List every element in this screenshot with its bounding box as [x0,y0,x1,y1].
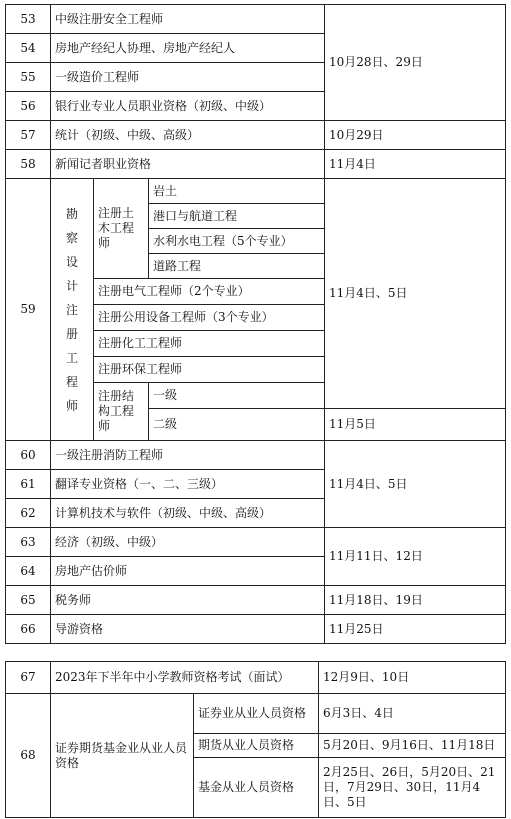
category-char: 勘 [65,206,78,221]
table-row [6,662,506,694]
row-number: 68 [6,694,51,818]
row-number: 67 [6,662,51,694]
exam-sub-item: 注册公用设备工程师（3个专业） [94,305,325,331]
row-number: 54 [6,34,51,63]
row-number: 61 [6,470,51,499]
exam-sub-item: 港口与航道工程 [149,204,325,229]
exam-date: 5月20日、9月16日、11月18日 [319,734,506,758]
row-number: 65 [6,586,51,615]
table-row [6,150,506,179]
table-row [6,586,506,615]
exam-item: 中级注册安全工程师 [51,5,325,34]
exam-item: 房地产估价师 [51,557,325,586]
exam-item: 证券期货基金业从业人员资格 [51,694,194,818]
exam-item: 税务师 [51,586,325,615]
table-row [6,528,506,557]
exam-sub-item: 期货从业人员资格 [194,734,319,758]
exam-sub-item: 证券业从业人员资格 [194,694,319,734]
table-row [6,615,506,644]
exam-date: 11月25日 [325,615,506,644]
exam-sub-item: 水利水电工程（5个专业） [149,229,325,254]
exam-sub-item: 二级 [149,409,325,441]
table-row [6,179,506,204]
row-number: 55 [6,63,51,92]
exam-item: 房地产经纪人协理、房地产经纪人 [51,34,325,63]
structural-engineer-group: 注册结构工程师 [94,383,149,441]
exam-sub-item: 一级 [149,383,325,409]
exam-sub-item: 道路工程 [149,254,325,279]
row-number: 66 [6,615,51,644]
exam-date: 10月29日 [325,121,506,150]
category-char: 设 [65,254,78,269]
exam-item: 一级造价工程师 [51,63,325,92]
category-char: 工 [65,350,78,365]
row-number: 58 [6,150,51,179]
exam-date: 2月25日、26日，5月20日、21日，7月29日、30日，11月4日、5日 [319,758,506,818]
row-number: 56 [6,92,51,121]
row-number: 62 [6,499,51,528]
exam-schedule-table-2 [5,661,506,818]
exam-item: 2023年下半年中小学教师资格考试（面试） [51,662,319,694]
exam-sub-item: 注册电气工程师（2个专业） [94,279,325,305]
exam-item: 新闻记者职业资格 [51,150,325,179]
exam-schedule-table-1 [5,4,506,644]
row-number: 60 [6,441,51,470]
exam-date: 11月4日、5日 [325,179,506,409]
category-vertical-label [51,179,94,441]
category-text [51,202,93,418]
exam-date: 11月18日、19日 [325,586,506,615]
category-char: 师 [65,398,78,413]
exam-date: 11月11日、12日 [325,528,506,586]
category-char: 察 [65,230,78,245]
exam-date: 6月3日、4日 [319,694,506,734]
table-row [6,5,506,34]
row-number: 53 [6,5,51,34]
table-row [6,694,506,734]
exam-sub-item: 注册环保工程师 [94,357,325,383]
exam-date: 11月4日 [325,150,506,179]
exam-item: 计算机技术与软件（初级、中级、高级） [51,499,325,528]
row-number: 64 [6,557,51,586]
exam-item: 统计（初级、中级、高级） [51,121,325,150]
table-row [6,441,506,470]
row-number: 57 [6,121,51,150]
category-char: 注 [65,302,78,317]
exam-date: 11月5日 [325,409,506,441]
exam-item: 经济（初级、中级） [51,528,325,557]
exam-item: 银行业专业人员职业资格（初级、中级） [51,92,325,121]
exam-item: 翻译专业资格（一、二、三级） [51,470,325,499]
exam-date: 12月9日、10日 [319,662,506,694]
exam-item: 导游资格 [51,615,325,644]
exam-sub-item: 注册化工工程师 [94,331,325,357]
exam-date: 10月28日、29日 [325,5,506,121]
exam-date: 11月4日、5日 [325,441,506,528]
row-number: 63 [6,528,51,557]
exam-item: 一级注册消防工程师 [51,441,325,470]
row-number: 59 [6,179,51,441]
category-char: 册 [65,326,78,341]
exam-sub-item: 基金从业人员资格 [194,758,319,818]
civil-engineer-group: 注册土木工程师 [94,179,149,279]
exam-sub-item: 岩土 [149,179,325,204]
table-row [6,121,506,150]
category-char: 计 [65,278,78,293]
category-char: 程 [65,374,78,389]
